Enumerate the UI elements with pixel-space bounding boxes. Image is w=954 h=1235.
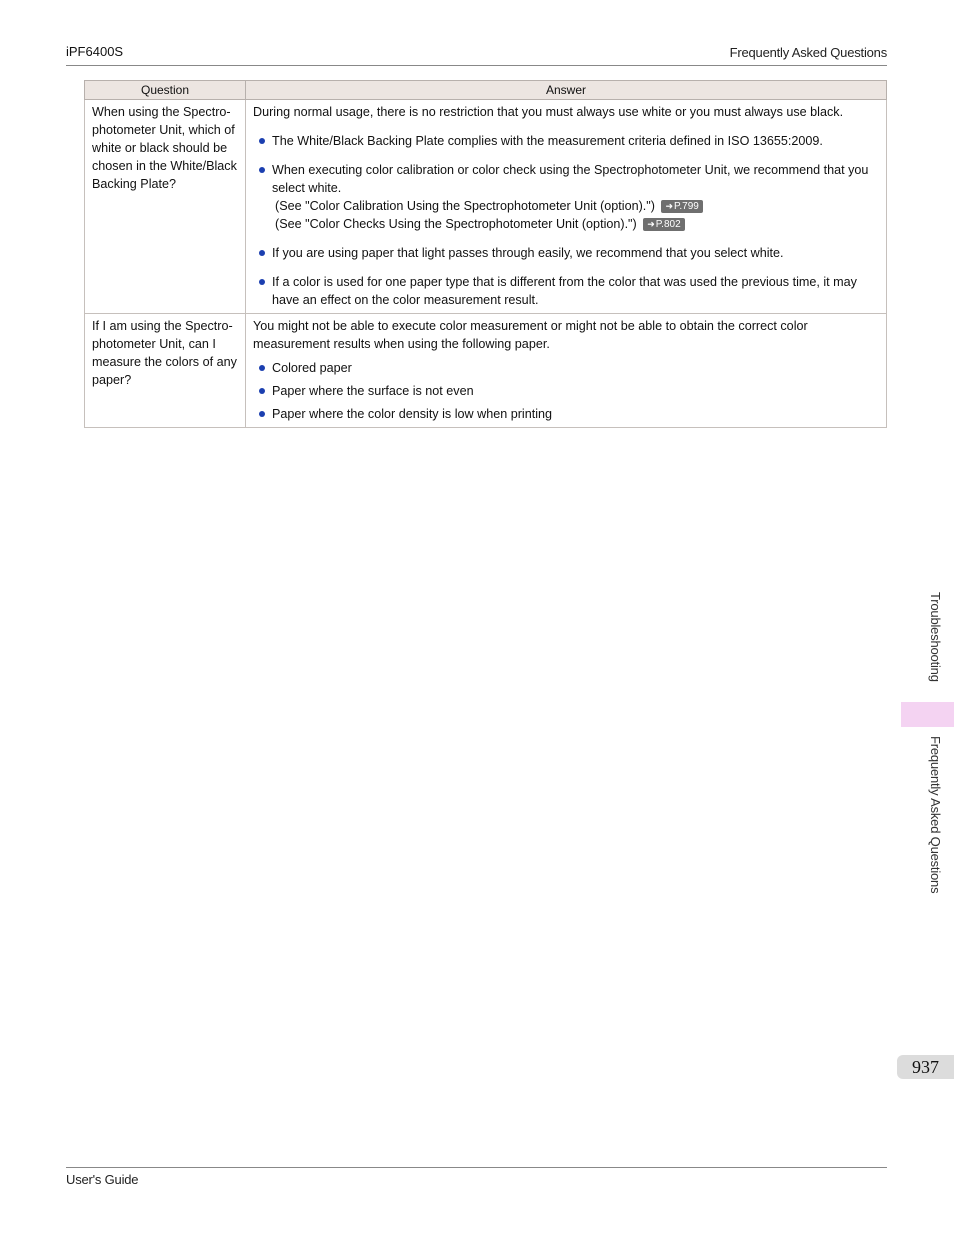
bullet-text: If you are using paper that light passes through easily, we recommend that you select white.	[272, 246, 784, 260]
footer-guide-title: User's Guide	[66, 1172, 139, 1187]
cross-reference-text: (See "Color Calibration Using the Spectrophotometer Unit (option).")	[275, 199, 655, 213]
list-item	[253, 405, 879, 423]
question-cell: If I am using the Spectro-photometer Unit, can I measure the colors of any paper?	[85, 314, 246, 428]
bullet-icon	[259, 138, 265, 144]
bullet-text: The White/Black Backing Plate complies with the measurement criteria defined in ISO 13655:2009.	[272, 134, 823, 148]
bullet-text: When executing color calibration or color check using the Spectrophotometer Unit, we recommend that you select white.	[272, 163, 869, 195]
answer-cell	[246, 314, 887, 428]
answer-intro: During normal usage, there is no restriction that you must always use white or you must always use black.	[253, 105, 844, 119]
cross-reference	[272, 215, 879, 233]
faq-table	[84, 80, 887, 428]
header-model: iPF6400S	[66, 44, 124, 59]
question-cell: When using the Spectro-photometer Unit, which of white or black should be chosen in the White/Black Backing Plate?	[85, 100, 246, 314]
bullet-icon	[259, 279, 265, 285]
list-item	[253, 273, 879, 309]
side-tab-section[interactable]: Frequently Asked Questions	[928, 736, 943, 894]
table-header-row	[85, 81, 887, 100]
page-reference-label: P.802	[655, 219, 681, 230]
footer-divider	[66, 1167, 887, 1168]
list-item	[253, 244, 879, 262]
arrow-right-icon: ➜	[665, 201, 673, 211]
bullet-icon	[259, 388, 265, 394]
bullet-text: Paper where the color density is low when printing	[272, 407, 553, 421]
bullet-icon	[259, 411, 265, 417]
answer-bullet-list	[253, 132, 879, 309]
list-item	[253, 132, 879, 150]
page-reference-label: P.799	[673, 201, 699, 212]
column-header-answer: Answer	[246, 81, 887, 100]
answer-bullet-list	[253, 359, 879, 423]
header-section-title: Frequently Asked Questions	[729, 45, 887, 60]
list-item	[253, 359, 879, 377]
page-reference-link[interactable]	[661, 200, 702, 213]
answer-intro: You might not be able to execute color measurement or might not be able to obtain the correct color measurement results when using the following paper.	[253, 319, 808, 351]
list-item	[253, 382, 879, 400]
side-tab-active-marker	[901, 702, 954, 727]
page-reference-link[interactable]	[643, 218, 684, 231]
header-divider	[66, 65, 887, 66]
arrow-right-icon: ➜	[647, 219, 655, 229]
cross-reference-text: (See "Color Checks Using the Spectrophotometer Unit (option).")	[275, 217, 637, 231]
column-header-question: Question	[85, 81, 246, 100]
bullet-icon	[259, 167, 265, 173]
bullet-text: Colored paper	[272, 361, 352, 375]
page-number: 937	[897, 1055, 954, 1079]
side-tab-chapter[interactable]: Troubleshooting	[928, 592, 943, 682]
table-row	[85, 100, 887, 314]
list-item	[253, 161, 879, 233]
cross-reference	[272, 197, 879, 215]
answer-cell	[246, 100, 887, 314]
bullet-icon	[259, 250, 265, 256]
bullet-icon	[259, 365, 265, 371]
bullet-text: Paper where the surface is not even	[272, 384, 474, 398]
bullet-text: If a color is used for one paper type that is different from the color that was used the previous time, it may have an effect on the color measurement result.	[272, 275, 857, 307]
table-row	[85, 314, 887, 428]
